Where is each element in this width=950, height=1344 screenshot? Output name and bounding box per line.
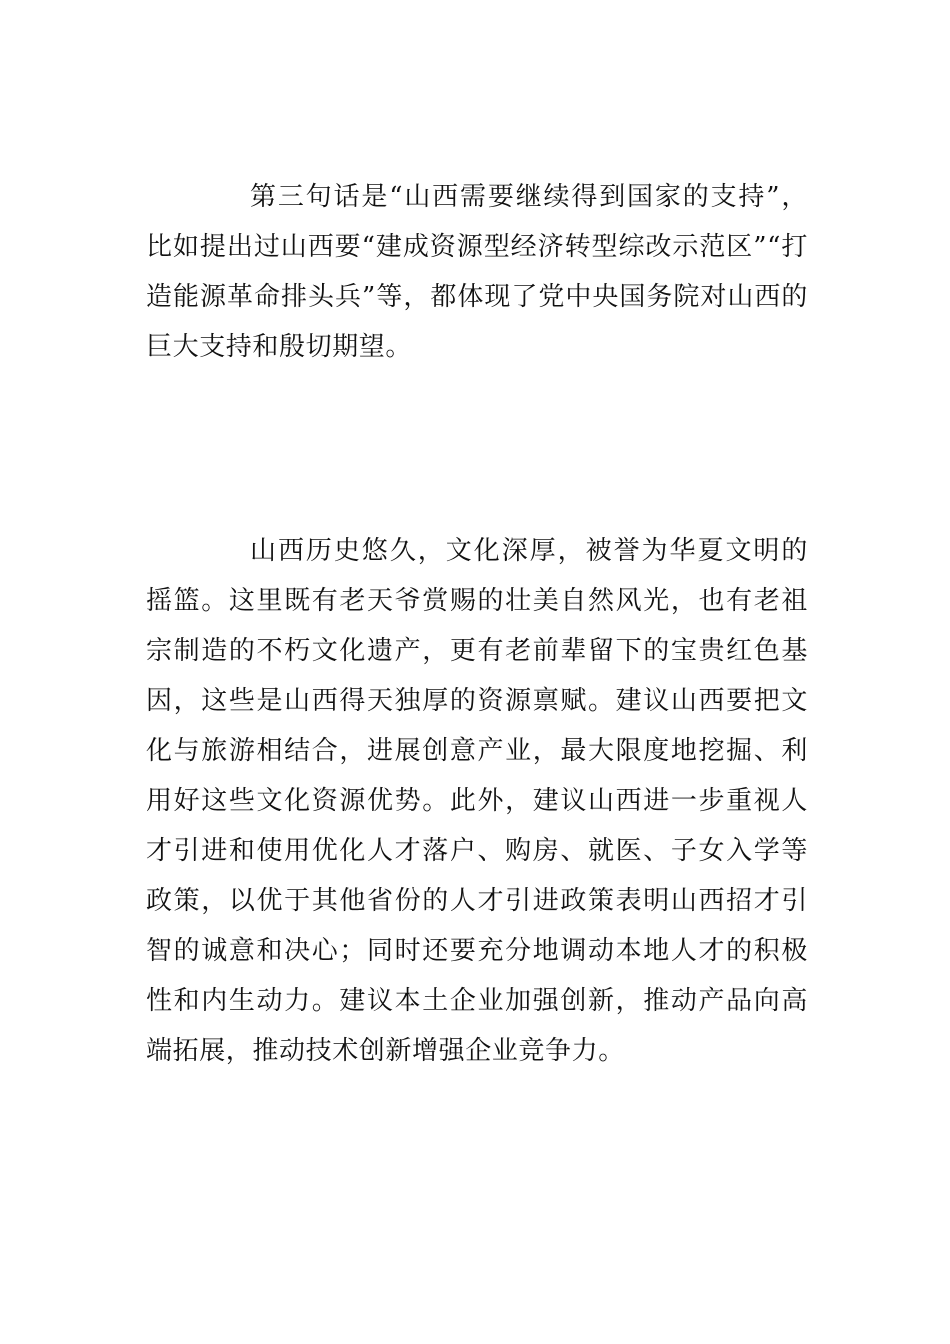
paragraph-national-support: 第三句话是“山西需要继续得到国家的支持”，比如提出过山西要“建成资源型经济转型综改示范区”“打造能源革命排头兵”等，都体现了党中央国务院对山西的巨大支持和殷切期望。 — [146, 182, 808, 362]
paragraph-culture-talent: 山西历史悠久，文化深厚，被誉为华夏文明的摇篮。这里既有老天爷赏赐的壮美自然风光，也有老祖宗制造的不朽文化遗产，更有老前辈留下的宝贵红色基因，这些是山西得天独厚的资源禀赋。建议山西要把文化与旅游相结合，进展创意产业，最大限度地挖掘、利用好这些文化资源优势。此外，建议山西进一步重视人才引进和使用优化人才落户、购房、就医、子女入学等政策，以优于其他省份的人才引进政策表明山西招才引智的诚意和决心；同时还要充分地调动本地人才的积极性和内生动力。建议本土企业加强创新，推动产品向高端拓展，推动技术创新增强企业竞争力。 — [146, 536, 808, 1066]
